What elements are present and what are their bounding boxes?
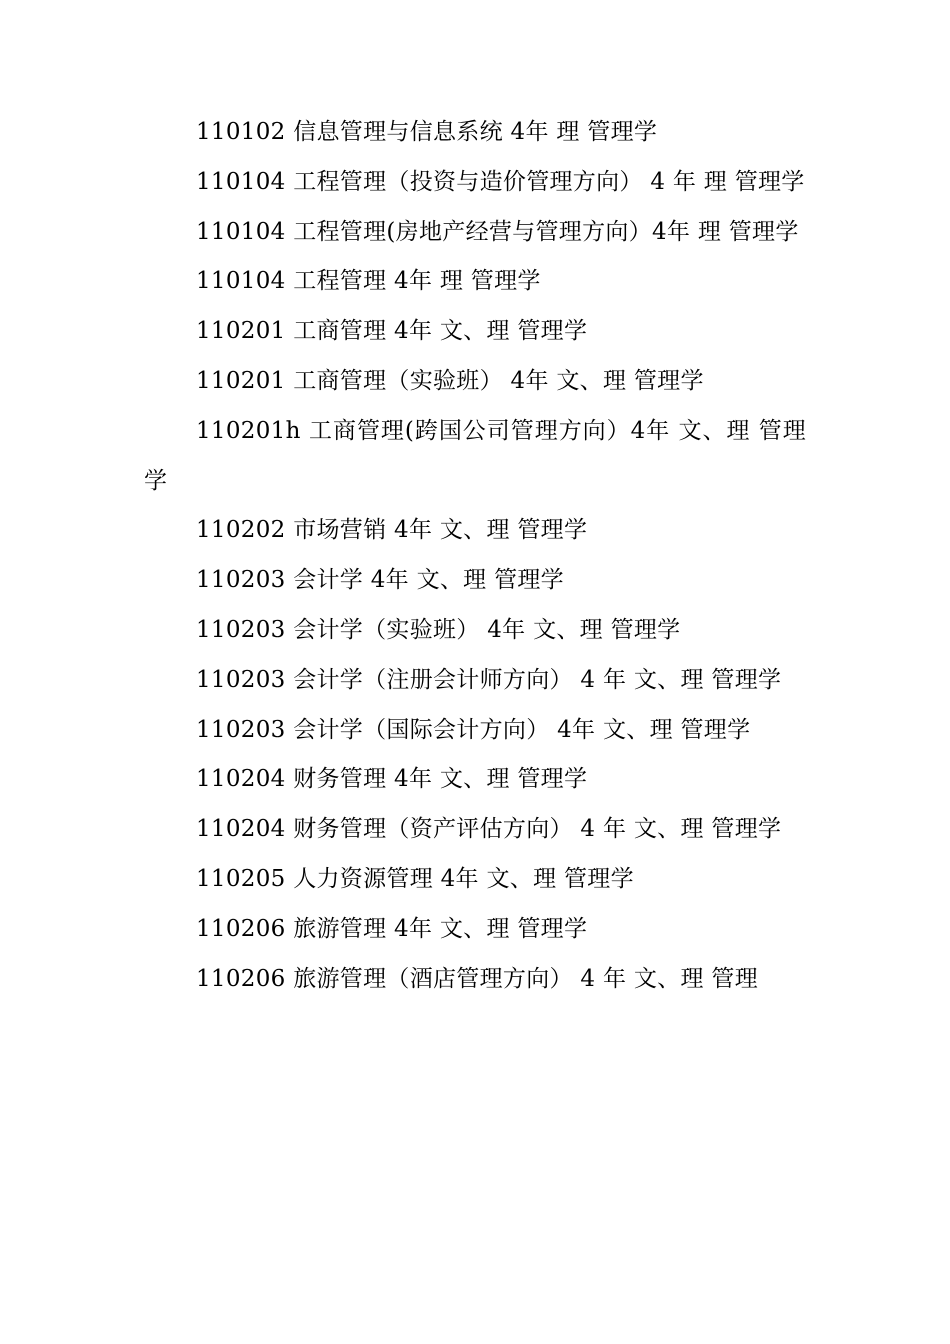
program-entry: 110203 会计学（注册会计师方向） 4 年 文、理 管理学 (196, 666, 782, 693)
program-entry: 110104 工程管理（投资与造价管理方向） 4 年 理 管理学 (196, 168, 805, 195)
program-entry: 110201 工商管理 4年 文、理 管理学 (196, 318, 588, 345)
program-entry: 110203 会计学 4年 文、理 管理学 (196, 567, 564, 594)
program-entry: 110206 旅游管理（酒店管理方向） 4 年 文、理 管理 (196, 965, 758, 992)
program-entry: 110104 工程管理(房地产经营与管理方向）4年 理 管理学 (196, 218, 799, 245)
program-entry: 110203 会计学（国际会计方向） 4年 文、理 管理学 (196, 716, 751, 743)
program-entry: 110201 工商管理（实验班） 4年 文、理 管理学 (196, 367, 704, 394)
program-entry: 110204 财务管理（资产评估方向） 4 年 文、理 管理学 (196, 816, 782, 843)
program-entry: 110203 会计学（实验班） 4年 文、理 管理学 (196, 616, 681, 643)
program-entry: 110102 信息管理与信息系统 4年 理 管理学 (196, 119, 658, 145)
program-entry: 110204 财务管理 4年 文、理 管理学 (196, 766, 588, 793)
program-entry: 110202 市场营销 4年 文、理 管理学 (196, 517, 588, 544)
program-list (144, 108, 806, 1004)
program-entry: 110104 工程管理 4年 理 管理学 (196, 268, 541, 295)
program-entry: 110206 旅游管理 4年 文、理 管理学 (196, 915, 588, 942)
program-entry: 110201h 工商管理(跨国公司管理方向）4年 文、理 管理学 (144, 417, 806, 494)
program-entry: 110205 人力资源管理 4年 文、理 管理学 (196, 865, 634, 892)
